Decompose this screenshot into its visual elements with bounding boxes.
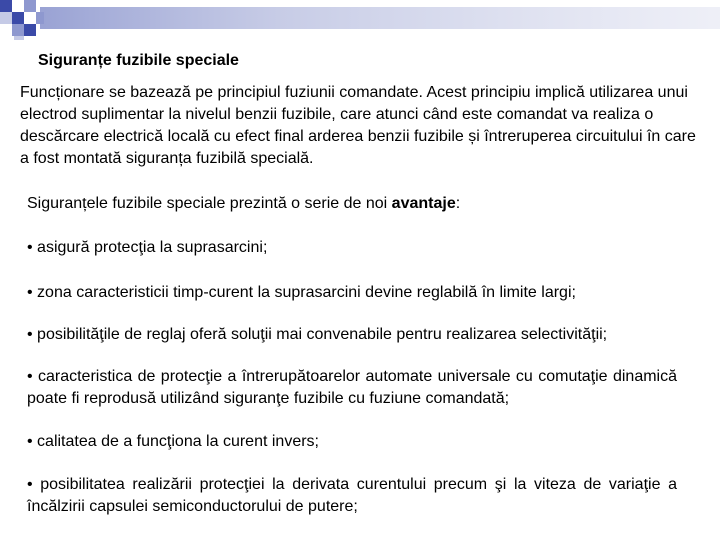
slide-title: Siguranțe fuzibile speciale xyxy=(38,52,239,69)
intro-paragraph: Funcționare se bazează pe principiul fuziunii comandate. Acest principiu implică utilizarea unui electrod suplimentar la nivelul benzii fuzibile, care atunci când este comandat va realiza o descărcare electrică locală cu efect final arderea benzii fuzibile și întreruperea circuitului în care a fost montată siguranța fuzibilă specială. xyxy=(20,84,696,167)
decorative-header-strip xyxy=(0,0,720,40)
advantages-intro-text: Siguranțele fuzibile speciale prezintă o serie de noi xyxy=(27,195,392,212)
advantage-item-breaker-characteristic: • caracteristica de protecţie a întrerupătoarelor automate universale cu comutaţie dinamică poate fi reprodusă utilizând siguranţe fuzibile cu fuziune comandată; xyxy=(27,368,677,407)
advantage-item-selectivity: • posibilităţile de reglaj oferă soluţii mai convenabile pentru realizarea selectivităţii; xyxy=(27,326,608,343)
advantages-keyword: avantaje xyxy=(391,195,456,212)
advantage-item-adjustable-curve: • zona caracteristicii timp-curent la suprasarcini devine reglabilă în limite largi; xyxy=(27,284,576,301)
advantage-item-overload-protection: • asigură protecţia la suprasarcini; xyxy=(27,239,268,256)
advantage-item-derivative-protection: • posibilitatea realizării protecţiei la derivata curentului precum şi la viteza de variaţie a încălzirii capsulei semiconductorului de putere; xyxy=(27,476,677,515)
advantage-item-reverse-current: • calitatea de a funcţiona la curent invers; xyxy=(27,433,319,450)
advantages-intro xyxy=(27,195,460,213)
advantages-intro-colon: : xyxy=(455,195,461,212)
